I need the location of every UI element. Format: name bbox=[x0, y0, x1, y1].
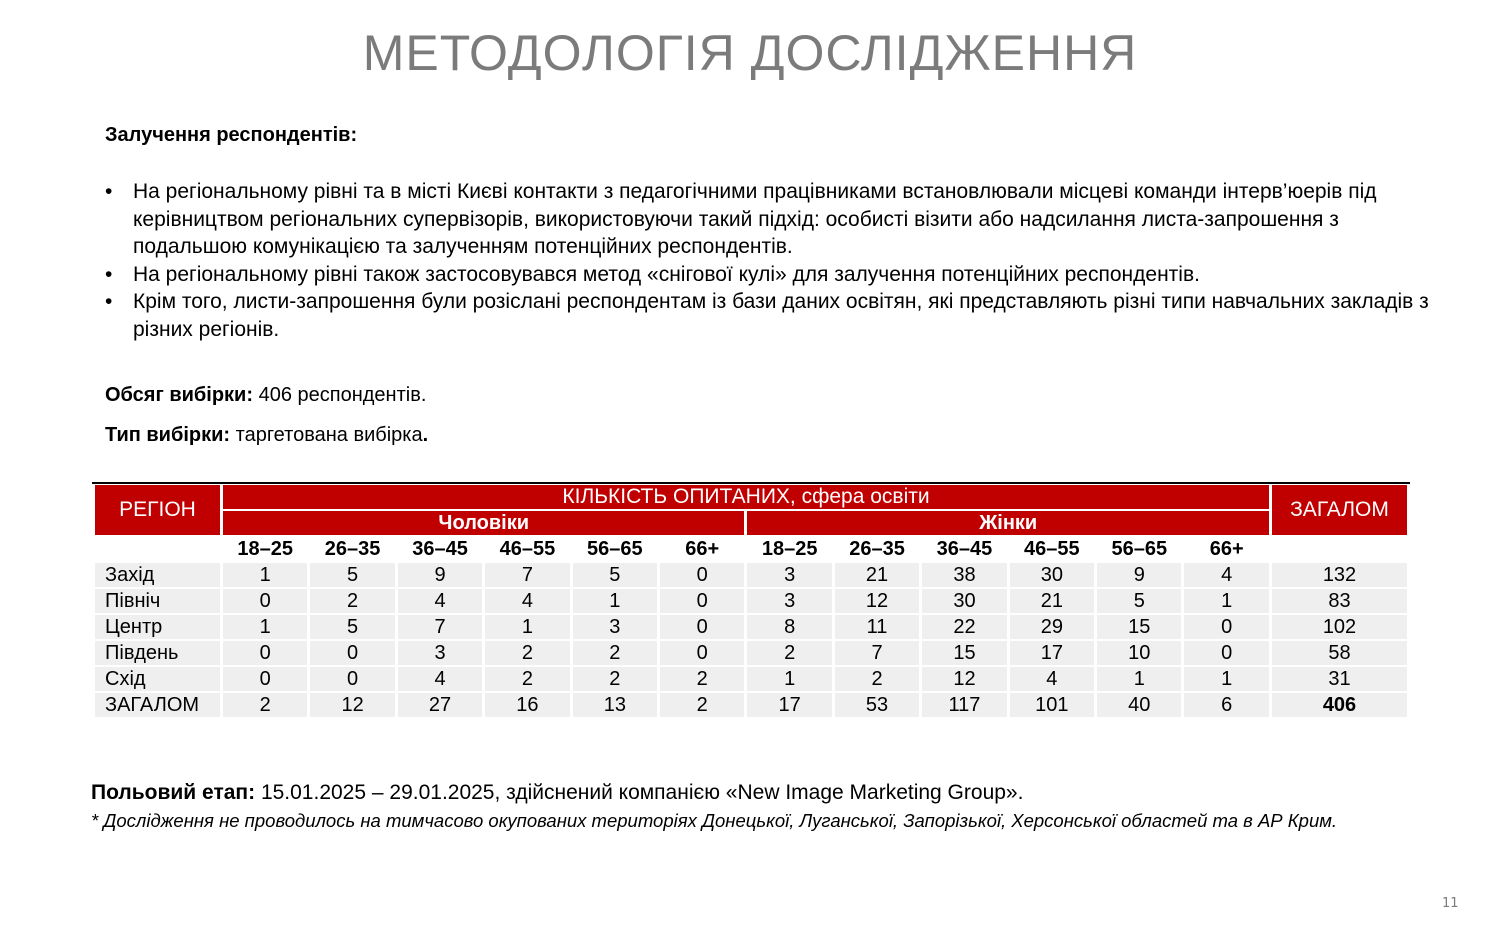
count-cell: 3 bbox=[573, 615, 657, 639]
region-name-cell: Схід bbox=[95, 667, 220, 691]
table-row bbox=[95, 563, 1407, 587]
recruitment-heading: Залучення респондентів: bbox=[105, 124, 358, 146]
count-cell: 2 bbox=[835, 667, 919, 691]
count-cell: 9 bbox=[1097, 563, 1181, 587]
sample-type-value: таргетована вибірка bbox=[235, 424, 423, 446]
count-header: КІЛЬКІСТЬ ОПИТАНИХ, сфера освіти bbox=[223, 485, 1269, 509]
count-cell: 40 bbox=[1097, 693, 1181, 717]
count-cell: 117 bbox=[922, 693, 1006, 717]
count-cell: 1 bbox=[1097, 667, 1181, 691]
count-cell: 2 bbox=[573, 641, 657, 665]
age-header-row bbox=[95, 537, 1407, 561]
count-cell: 5 bbox=[310, 563, 394, 587]
bullet-text: На регіональному рівні та в місті Києві контакти з педагогічними працівниками встановлювали місцеві команди інтерв’юерів під керівництвом регіональних супервізорів, використовуючи такий підхід: особисті візити або надсилання листа-запрошення з подальшою комунікацією та залученням потенційних респондентів. bbox=[133, 180, 1377, 258]
count-cell: 9 bbox=[398, 563, 482, 587]
age-header: 56–65 bbox=[587, 537, 643, 560]
sample-size-label: Обсяг вибірки: bbox=[105, 384, 254, 406]
bullet-text: Крім того, листи-запрошення були розіслані респондентам із бази даних освітян, які представляють різні типи навчальних закладів з різних регіонів. bbox=[133, 290, 1429, 341]
bullet-marker: • bbox=[105, 180, 113, 203]
count-cell: 12 bbox=[922, 667, 1006, 691]
count-cell: 22 bbox=[922, 615, 1006, 639]
count-cell: 101 bbox=[1010, 693, 1094, 717]
region-name-cell: Південь bbox=[95, 641, 220, 665]
count-cell: 2 bbox=[573, 667, 657, 691]
count-cell: 6 bbox=[1184, 693, 1269, 717]
sample-type-label: Тип вибірки: bbox=[105, 424, 231, 446]
count-cell: 29 bbox=[1010, 615, 1094, 639]
sample-type-suffix: . bbox=[422, 424, 429, 446]
sample-size-value: 406 респондентів. bbox=[258, 384, 427, 406]
count-cell: 21 bbox=[1010, 589, 1094, 613]
row-total-cell: 31 bbox=[1272, 667, 1407, 691]
fieldwork-label: Польовий етап: bbox=[91, 781, 256, 804]
count-cell: 12 bbox=[835, 589, 919, 613]
count-cell: 17 bbox=[1010, 641, 1094, 665]
count-cell: 1 bbox=[1184, 589, 1269, 613]
count-cell: 2 bbox=[485, 641, 569, 665]
count-cell: 1 bbox=[747, 667, 831, 691]
age-header: 18–25 bbox=[237, 537, 294, 560]
fieldwork-value: 15.01.2025 – 29.01.2025, здійснений компанією «New Image Marketing Group». bbox=[260, 781, 1024, 804]
age-header: 46–55 bbox=[1024, 537, 1080, 560]
count-cell: 0 bbox=[1184, 641, 1269, 665]
count-cell: 7 bbox=[835, 641, 919, 665]
region-header: РЕГІОН bbox=[95, 485, 220, 535]
age-spacer bbox=[1272, 537, 1407, 561]
count-cell: 4 bbox=[1010, 667, 1094, 691]
bullet-item bbox=[105, 288, 1435, 343]
count-cell: 7 bbox=[485, 563, 569, 587]
count-cell: 3 bbox=[747, 589, 831, 613]
count-cell: 8 bbox=[747, 615, 831, 639]
count-cell: 0 bbox=[310, 641, 394, 665]
region-name-cell: Північ bbox=[95, 589, 220, 613]
table-row bbox=[95, 667, 1407, 691]
count-cell: 2 bbox=[660, 667, 744, 691]
age-header: 36–45 bbox=[936, 537, 993, 560]
count-cell: 4 bbox=[1184, 563, 1269, 587]
count-cell: 21 bbox=[835, 563, 919, 587]
count-cell: 1 bbox=[485, 615, 569, 639]
count-cell: 5 bbox=[1097, 589, 1181, 613]
table-row bbox=[95, 641, 1407, 665]
count-cell: 7 bbox=[398, 615, 482, 639]
row-total-cell: 58 bbox=[1272, 641, 1407, 665]
count-cell: 0 bbox=[660, 589, 744, 613]
count-cell: 16 bbox=[485, 693, 569, 717]
count-cell: 12 bbox=[310, 693, 394, 717]
respondents-table bbox=[92, 482, 1410, 719]
bullet-text: На регіональному рівні також застосовувався метод «снігової кулі» для залучення потенційних респондентів. bbox=[133, 262, 1200, 286]
page-number: 11 bbox=[1442, 896, 1459, 911]
age-header: 56–65 bbox=[1111, 537, 1168, 560]
count-cell: 0 bbox=[660, 615, 744, 639]
count-cell: 1 bbox=[223, 615, 307, 639]
count-cell: 10 bbox=[1097, 641, 1181, 665]
count-cell: 13 bbox=[573, 693, 657, 717]
count-cell: 11 bbox=[835, 615, 919, 639]
count-cell: 0 bbox=[660, 563, 744, 587]
row-total-cell: 83 bbox=[1272, 589, 1407, 613]
age-header: 36–45 bbox=[412, 537, 468, 560]
bullet-item bbox=[105, 178, 1435, 261]
table-row bbox=[95, 693, 1407, 717]
count-cell: 15 bbox=[922, 641, 1006, 665]
age-header: 18–25 bbox=[761, 537, 818, 560]
fieldwork bbox=[91, 781, 1023, 805]
recruitment-bullet-list bbox=[105, 178, 1435, 343]
bullet-marker: • bbox=[105, 262, 113, 286]
total-header: ЗАГАЛОМ bbox=[1272, 485, 1407, 535]
sample-size bbox=[105, 384, 426, 407]
count-cell: 0 bbox=[223, 589, 307, 613]
row-total-cell: 102 bbox=[1272, 615, 1407, 639]
men-header: Чоловіки bbox=[223, 511, 744, 535]
count-cell: 1 bbox=[573, 589, 657, 613]
age-header: 26–35 bbox=[849, 537, 905, 560]
count-cell: 38 bbox=[922, 563, 1006, 587]
region-name-cell: Захід bbox=[95, 563, 220, 587]
count-cell: 27 bbox=[398, 693, 482, 717]
count-cell: 2 bbox=[660, 693, 744, 717]
count-cell: 17 bbox=[747, 693, 831, 717]
age-spacer bbox=[95, 537, 220, 561]
count-cell: 3 bbox=[747, 563, 831, 587]
table-row bbox=[95, 615, 1407, 639]
count-cell: 30 bbox=[1010, 563, 1094, 587]
count-cell: 0 bbox=[223, 667, 307, 691]
age-header: 26–35 bbox=[324, 537, 381, 560]
count-cell: 15 bbox=[1097, 615, 1181, 639]
sample-type bbox=[105, 424, 428, 447]
count-cell: 4 bbox=[485, 589, 569, 613]
bullet-item bbox=[105, 261, 1435, 289]
count-cell: 0 bbox=[310, 667, 394, 691]
age-header: 46–55 bbox=[499, 537, 556, 560]
region-name-cell: Центр bbox=[95, 615, 220, 639]
footnote: * Дослідження не проводилось на тимчасово окупованих територіях Донецької, Луганської, Запорізької, Херсонської областей та в АР Крим. bbox=[91, 810, 1338, 831]
row-total-cell: 132 bbox=[1272, 563, 1407, 587]
count-cell: 30 bbox=[922, 589, 1006, 613]
region-name-cell: ЗАГАЛОМ bbox=[95, 693, 220, 717]
count-cell: 3 bbox=[398, 641, 482, 665]
age-header: 66+ bbox=[1209, 537, 1244, 560]
count-cell: 1 bbox=[1184, 667, 1269, 691]
page-title: МЕТОДОЛОГІЯ ДОСЛІДЖЕННЯ bbox=[362, 25, 1138, 81]
count-cell: 2 bbox=[747, 641, 831, 665]
count-cell: 2 bbox=[310, 589, 394, 613]
count-cell: 0 bbox=[223, 641, 307, 665]
table-row bbox=[95, 589, 1407, 613]
bullet-marker: • bbox=[105, 290, 113, 313]
count-cell: 53 bbox=[835, 693, 919, 717]
count-cell: 5 bbox=[573, 563, 657, 587]
count-cell: 2 bbox=[485, 667, 569, 691]
count-cell: 2 bbox=[223, 693, 307, 717]
count-cell: 5 bbox=[310, 615, 394, 639]
row-total-cell: 406 bbox=[1272, 693, 1407, 717]
women-header: Жінки bbox=[747, 511, 1269, 535]
table-body bbox=[95, 563, 1407, 717]
count-cell: 1 bbox=[223, 563, 307, 587]
count-cell: 0 bbox=[1184, 615, 1269, 639]
age-header: 66+ bbox=[685, 537, 720, 560]
count-cell: 4 bbox=[398, 589, 482, 613]
count-cell: 4 bbox=[398, 667, 482, 691]
count-cell: 0 bbox=[660, 641, 744, 665]
